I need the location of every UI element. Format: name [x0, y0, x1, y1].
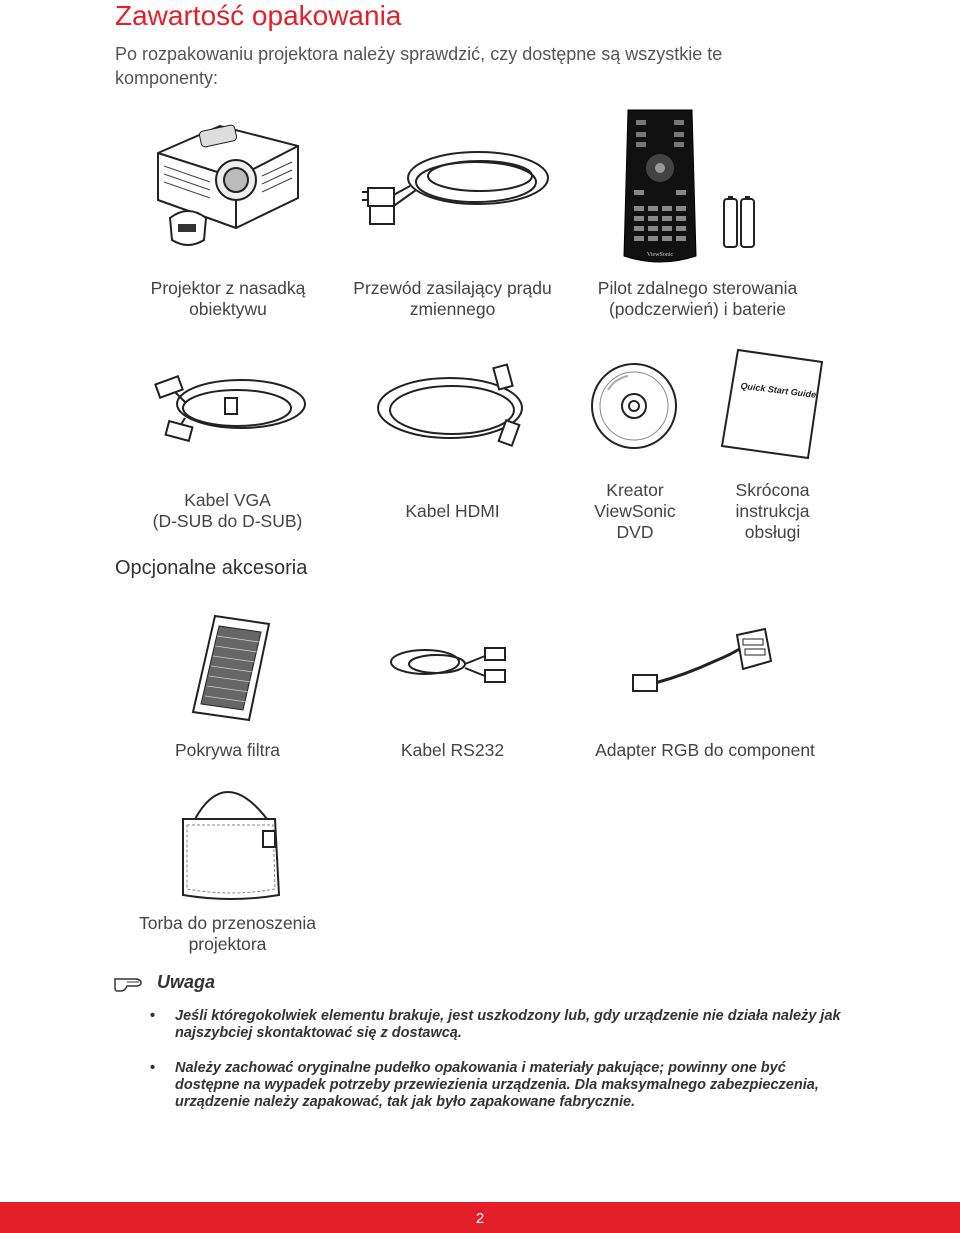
- caption-rgb-adapter: Adapter RGB do component: [595, 740, 815, 760]
- caption-hdmi: Kabel HDMI: [405, 501, 500, 521]
- filter-cover-image: [185, 612, 275, 727]
- caption-carrying-bag: Torba do przenoszenia projektora: [138, 913, 317, 954]
- dvd-image: [588, 360, 680, 452]
- caption-power-cord: Przewód zasilający prądu zmiennego: [353, 278, 552, 319]
- remote-control-image: [620, 106, 700, 271]
- caption-rs232: Kabel RS232: [400, 740, 505, 760]
- note-list: [150, 1008, 850, 1129]
- page-number: 2: [475, 1210, 485, 1227]
- quick-start-guide-image: [718, 348, 824, 460]
- hdmi-cable-image: [370, 360, 540, 452]
- carrying-bag-image: [175, 775, 285, 905]
- note-heading: [113, 972, 215, 993]
- caption-vga: Kabel VGA (D-SUB do D-SUB): [152, 490, 303, 531]
- optional-accessories-heading: Opcjonalne akcesoria: [115, 557, 308, 579]
- power-cord-image: [358, 140, 553, 240]
- note-label: Uwaga: [157, 972, 216, 992]
- note-item: • Należy zachować oryginalne pudełko opakowania i materiały pakujące; powinny one być dostępne na wypadek potrzeby przewiezienia urządzenia. Dla maksymalnego zabezpieczenia, urządzenie należy zapakować, tak jak było zapakowane fabrycznie.: [150, 1060, 819, 1110]
- bullet-icon: •: [150, 1060, 156, 1076]
- note-item: • Jeśli któregokolwiek elementu brakuje, jest uszkodzony lub, gdy urządzenie nie działa należy jak najszybciej skontaktować się z dostawcą.: [150, 1008, 841, 1041]
- batteries-image: [722, 195, 758, 250]
- page-title: Zawartość opakowania: [115, 0, 402, 31]
- rs232-cable-image: [385, 640, 515, 690]
- guide-cover-text: Quick Start Guide: [739, 380, 817, 400]
- remote-brand: ViewSonic: [646, 252, 674, 258]
- caption-projector: Projektor z nasadką obiektywu: [150, 278, 306, 319]
- bullet-icon: •: [150, 1008, 156, 1024]
- vga-cable-image: [145, 362, 310, 452]
- caption-guide: Skrócona instrukcja obsługi: [735, 480, 810, 542]
- footer-bar: [0, 1202, 960, 1233]
- projector-image: [150, 118, 310, 258]
- rgb-adapter-image: [625, 625, 775, 700]
- pointing-hand-icon: [113, 973, 147, 993]
- caption-dvd: Kreator ViewSonic DVD: [594, 480, 676, 542]
- caption-remote: Pilot zdalnego sterowania (podczerwień) i baterie: [597, 278, 798, 319]
- caption-filter-cover: Pokrywa filtra: [174, 740, 281, 760]
- intro-text: Po rozpakowaniu projektora należy sprawdzić, czy dostępne są wszystkie te komponenty:: [115, 44, 723, 88]
